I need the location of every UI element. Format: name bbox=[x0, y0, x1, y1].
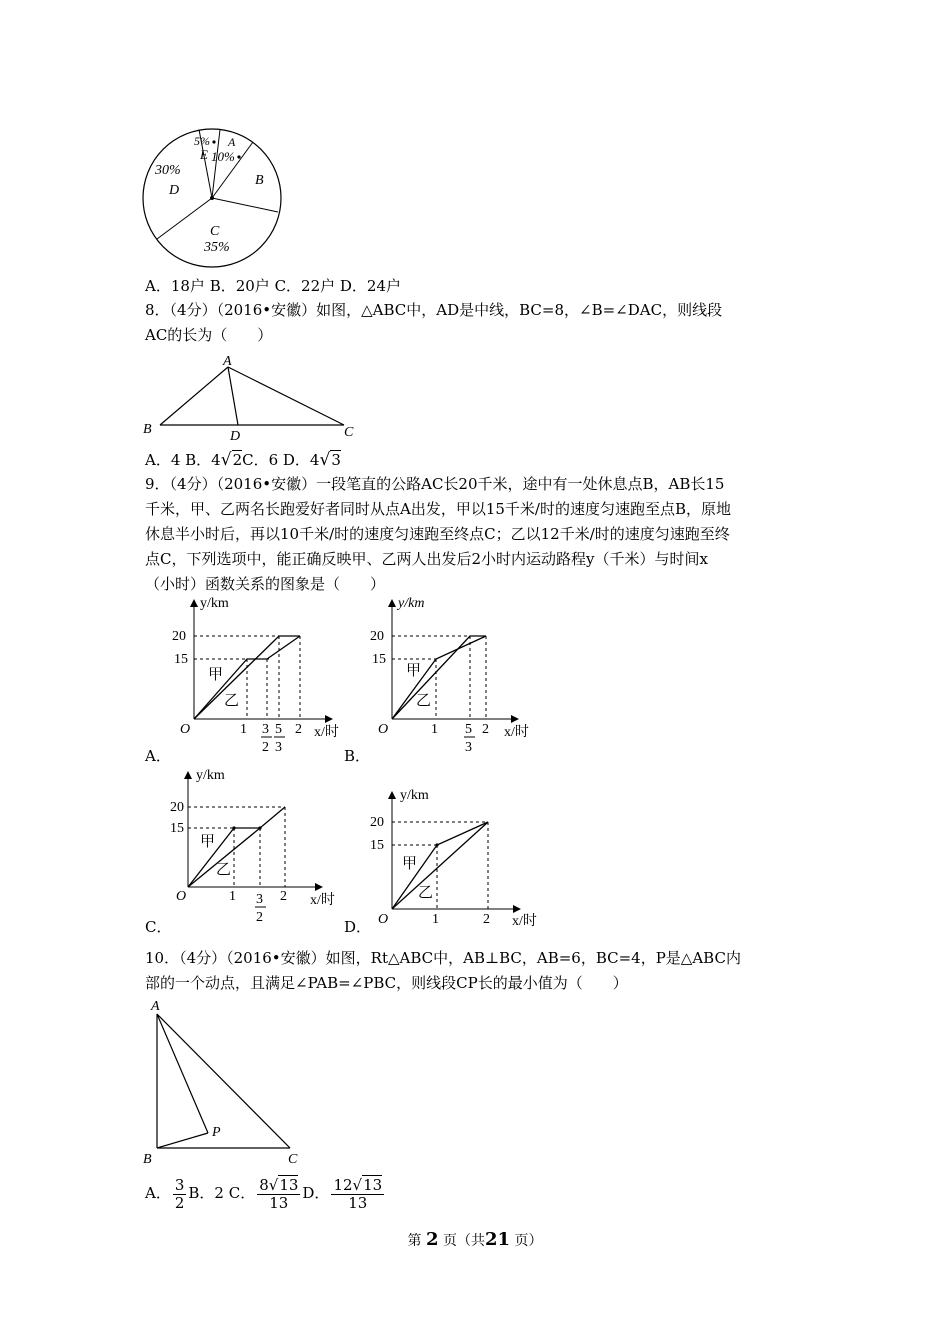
q8-vertex-c: C bbox=[344, 425, 354, 440]
q10-point-p: P bbox=[212, 1125, 221, 1140]
pie-chart bbox=[142, 128, 282, 268]
q9a-d2: 2 bbox=[262, 740, 269, 755]
q10-opt-d: D． bbox=[302, 1184, 330, 1202]
q10-frac-c-den: 13 bbox=[269, 1193, 289, 1212]
q9a-jia: 甲 bbox=[208, 667, 224, 683]
q9-stem-line1: 9．（4分）（2016•安徽）一段笔直的公路AC长20千米，途中有一处休息点B，AB长15 bbox=[145, 475, 725, 493]
q8-stem-line1: 8．（4分）（2016•安徽）如图，△ABC中，AD是中线，BC=8，∠B=∠DAC，则线段 bbox=[145, 301, 723, 319]
q9a-y15: 15 bbox=[174, 652, 188, 667]
q9a-x5: 5 bbox=[275, 722, 282, 737]
q9b-x5: 5 bbox=[465, 722, 472, 737]
q10-frac-a-den: 2 bbox=[174, 1193, 185, 1212]
q9c-ylabel: y/km bbox=[196, 768, 225, 783]
q9c-origin: O bbox=[176, 889, 187, 904]
q10-frac-a bbox=[173, 1177, 187, 1212]
footer-pre: 第 bbox=[407, 1233, 422, 1249]
q9-graph-b bbox=[368, 593, 543, 763]
q9a-y20: 20 bbox=[172, 629, 186, 644]
q9c-x3: 3 bbox=[256, 892, 263, 907]
q10-stem-line2: 部的一个动点，且满足∠PAB=∠PBC，则线段CP长的最小值为（ ） bbox=[145, 974, 628, 992]
pie-label-c-pct: 35% bbox=[204, 240, 230, 255]
q10-vertex-c: C bbox=[288, 1152, 298, 1167]
q8-stem-line2: AC的长为（ ） bbox=[145, 326, 273, 344]
q7-choices: A．18户 B．20户 C．22户 D．24户 bbox=[145, 277, 402, 295]
q10-d-coef: 12 bbox=[333, 1175, 353, 1194]
q10-frac-d-den: 13 bbox=[348, 1193, 368, 1212]
q9b-yi: 乙 bbox=[416, 693, 432, 709]
q9-graph-a bbox=[170, 593, 345, 758]
q9b-x2: 2 bbox=[482, 722, 489, 737]
q9d-y15: 15 bbox=[370, 838, 384, 853]
q10-c-coef: 8 bbox=[259, 1175, 269, 1194]
q8-root-b: 3 bbox=[331, 451, 341, 469]
q10-frac-d bbox=[331, 1177, 384, 1212]
q9b-xlabel: x/时 bbox=[504, 725, 529, 740]
q9b-origin: O bbox=[378, 722, 389, 737]
q9c-y15: 15 bbox=[170, 821, 184, 836]
page-footer bbox=[0, 1229, 950, 1250]
q9d-y20: 20 bbox=[370, 815, 384, 830]
q8-vertex-a: A bbox=[223, 354, 232, 369]
q9d-origin: O bbox=[378, 912, 389, 927]
q9c-x1: 1 bbox=[229, 889, 236, 904]
pie-label-d-pct: 30% bbox=[155, 163, 181, 178]
pie-label-a-pct: 10% bbox=[211, 149, 235, 164]
q9b-y20: 20 bbox=[370, 629, 384, 644]
footer-total-pages: 21 bbox=[484, 1229, 511, 1250]
q9-stem-line5: （小时）函数关系的图象是（ ） bbox=[145, 575, 386, 593]
q9-option-d-label: D． bbox=[344, 918, 372, 936]
q9b-x1: 1 bbox=[431, 722, 438, 737]
q9d-x2: 2 bbox=[483, 912, 490, 927]
q8-opt-ab: A．4 B．4 bbox=[145, 451, 221, 469]
q9b-d3: 3 bbox=[465, 740, 472, 755]
q10-opt-b: B．2 C． bbox=[188, 1184, 256, 1202]
q9a-origin: O bbox=[180, 722, 191, 737]
q9-graph-d bbox=[368, 785, 548, 930]
q9-option-c-label: C． bbox=[145, 918, 172, 936]
q8-vertex-b: B bbox=[143, 422, 152, 437]
q9-graph-c bbox=[170, 765, 345, 930]
q9a-x3: 3 bbox=[262, 722, 269, 737]
q9c-d2: 2 bbox=[256, 910, 263, 925]
q10-frac-a-num: 3 bbox=[174, 1175, 185, 1194]
q9d-yi: 乙 bbox=[418, 885, 434, 901]
q10-vertex-a: A bbox=[151, 999, 160, 1014]
q10-stem-line1: 10．（4分）（2016•安徽）如图，Rt△ABC中，AB⊥BC，AB=6，BC=4，P是△ABC内 bbox=[145, 949, 741, 967]
q9a-yi: 乙 bbox=[224, 693, 240, 709]
q9b-ylabel: y/km bbox=[398, 596, 425, 611]
q9a-x1: 1 bbox=[240, 722, 247, 737]
footer-page-number: 2 bbox=[425, 1229, 439, 1250]
q8-vertex-d: D bbox=[230, 429, 241, 444]
q9-stem-line2: 千米，甲、乙两名长跑爱好者同时从点A出发，甲以15千米/时的速度匀速跑至点B，原地 bbox=[145, 500, 731, 518]
pie-label-d: D bbox=[169, 183, 180, 198]
q10-choices bbox=[145, 1173, 386, 1213]
q9c-x2: 2 bbox=[280, 889, 287, 904]
pie-label-e: E bbox=[200, 147, 208, 162]
q10-frac-c-num: 8√13 bbox=[259, 1175, 299, 1194]
q8-root-a: 2 bbox=[232, 451, 243, 469]
q10-c-root: 13 bbox=[279, 1175, 299, 1194]
q8-choices: A．4 B．4√2C．6 D．4√3 bbox=[145, 450, 341, 470]
q9-stem-line4: 点C，下列选项中，能正确反映甲、乙两人出发后2小时内运动路程y（千米）与时间x bbox=[145, 550, 708, 568]
q9a-d3: 3 bbox=[275, 740, 282, 755]
q9d-xlabel: x/时 bbox=[512, 914, 537, 929]
q10-vertex-b: B bbox=[143, 1152, 152, 1167]
q10-opt-a: A． bbox=[145, 1184, 171, 1202]
q9d-x1: 1 bbox=[432, 912, 439, 927]
q9c-y20: 20 bbox=[170, 800, 184, 815]
q9-option-a-label: A． bbox=[145, 747, 171, 765]
q9-stem-line3: 休息半小时后，再以10千米/时的速度匀速跑至终点C；乙以12千米/时的速度匀速跑至终 bbox=[145, 525, 730, 543]
q9c-yi: 乙 bbox=[216, 862, 232, 878]
q10-frac-c bbox=[257, 1177, 300, 1212]
q10-triangle-figure bbox=[140, 996, 315, 1168]
q9a-xlabel: x/时 bbox=[314, 725, 339, 740]
q9a-ylabel: y/km bbox=[200, 596, 229, 611]
q9c-jia: 甲 bbox=[200, 834, 216, 850]
pie-label-e-pct: 5% bbox=[194, 134, 210, 148]
q10-frac-d-num: 12√13 bbox=[333, 1175, 383, 1194]
q9b-y15: 15 bbox=[372, 652, 386, 667]
q9d-jia: 甲 bbox=[402, 856, 418, 872]
q8-opt-cd: C．6 D．4 bbox=[242, 451, 320, 469]
footer-mid: 页（共 bbox=[442, 1233, 485, 1249]
q9a-x2: 2 bbox=[295, 722, 302, 737]
q9b-jia: 甲 bbox=[406, 663, 422, 679]
pie-label-a: A bbox=[228, 135, 236, 149]
pie-label-b: B bbox=[255, 173, 264, 188]
q8-triangle-figure bbox=[140, 353, 365, 445]
q9c-xlabel: x/时 bbox=[310, 893, 335, 908]
q10-d-root: 13 bbox=[363, 1175, 383, 1194]
pie-label-c: C bbox=[210, 224, 220, 239]
q9d-ylabel: y/km bbox=[400, 788, 429, 803]
q9-option-b-label: B． bbox=[344, 747, 371, 765]
footer-post: 页） bbox=[514, 1233, 543, 1249]
